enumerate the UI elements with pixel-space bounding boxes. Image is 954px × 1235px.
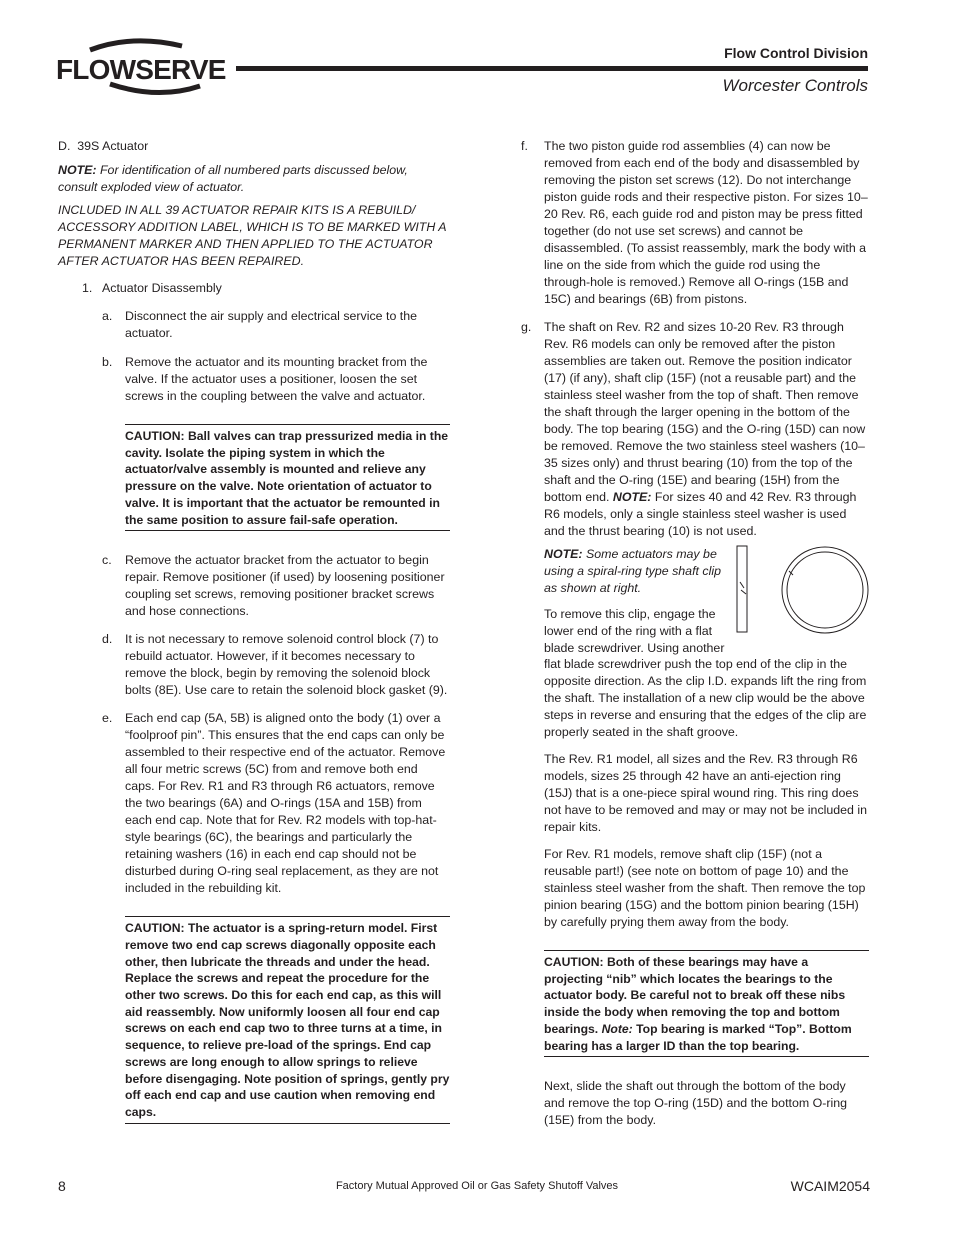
subsection-number: 1. bbox=[82, 281, 93, 295]
subdivision-title: Worcester Controls bbox=[722, 76, 868, 95]
kit-label-paragraph: INCLUDED IN ALL 39 ACTUATOR REPAIR KITS IS A REBUILD/ ACCESSORY ADDITION LABEL, WHICH IS TO BE MARKED WITH A PERMANENT MARKER AND THEN APPLIED TO THE ACTUATOR AFTER ACTUATOR HAS BEEN REPAIRED. bbox=[58, 203, 447, 268]
step-b bbox=[58, 354, 450, 405]
page-number: 8 bbox=[58, 1178, 66, 1194]
caution-3-note: Note: bbox=[601, 1021, 633, 1036]
spiral-ring-clip-icon bbox=[734, 544, 874, 636]
step-e bbox=[58, 710, 450, 897]
caution-3-part1: CAUTION: Both of these bearings may have a projecting “nib” which locates the bearings to the actuator body. Be careful not to break off these nibs inside the body when removing the top and bottom bearings. bbox=[544, 955, 846, 1036]
step-g-note-label: NOTE: bbox=[612, 490, 652, 504]
footer-title: Factory Mutual Approved Oil or Gas Safety Shutoff Valves bbox=[335, 1180, 619, 1192]
step-g-label: g. bbox=[521, 320, 532, 334]
note-text: For identification of all numbered parts discussed below, consult exploded view of actuator. bbox=[58, 163, 408, 194]
step-d bbox=[58, 631, 450, 699]
division-title: Flow Control Division bbox=[724, 45, 868, 61]
step-b-text: Remove the actuator and its mounting bracket from the valve. If the actuator uses a positioner, loosen the set screws in the coupling between the valve and actuator. bbox=[125, 355, 428, 403]
step-b-label: b. bbox=[102, 355, 113, 369]
step-f bbox=[521, 138, 869, 308]
note-label: NOTE: bbox=[58, 163, 97, 177]
step-c-label: c. bbox=[102, 553, 112, 568]
step-g bbox=[521, 319, 869, 1129]
caution-3-part2: Top bearing is marked “Top”. Bottom bearing has a larger ID than the top bearing. bbox=[544, 1021, 852, 1053]
note-paragraph bbox=[58, 162, 450, 196]
clip-note-text: Some actuators may be using a spiral-ring type shaft clip as shown at right. bbox=[544, 547, 721, 595]
paragraph-next-slide-shaft: Next, slide the shaft out through the bottom of the body and remove the top O-ring (15D) and the bottom O-ring (15E) from the body. bbox=[544, 1079, 848, 1128]
header-rule bbox=[236, 66, 868, 71]
logo-text: FLOWSERVE bbox=[56, 54, 226, 85]
step-c-text: Remove the actuator bracket from the actuator to begin repair. Remove positioner (if used) by loosening positioner coupling set screws, removing positioner bracket screws and hose connections. bbox=[125, 553, 445, 619]
spiral-clip-block bbox=[544, 546, 869, 658]
caution-box-1: CAUTION: Ball valves can trap pressurized media in the cavity. Isolate the piping system in which the actuator/valve assembly is mounted and relieve any pressure on the valve. Note orientation of actuator to valve. It is important that the actuator be remounted in the same position to assure fail-safe operation. bbox=[125, 424, 450, 531]
step-g-text bbox=[544, 319, 869, 540]
paragraph-rev-r1-models: For Rev. R1 models, remove shaft clip (15F) (not a reusable part!) (see note on bottom of page 10) and the stainless steel washer from the shaft. Then remove the top pinion bearing (15G) and the bottom pinion bearing (15H) by carefully prying them away from the body. bbox=[544, 847, 866, 929]
clip-note bbox=[544, 546, 726, 597]
clip-para-line-3: blade screwdriver. Using another bbox=[544, 641, 725, 655]
caution-box-2: CAUTION: The actuator is a spring-return model. First remove two end cap screws diagonally opposite each other, then lubricate the threads and under the head. Replace the screws and repeat the procedure for the other two screws. Do this for each end cap, as this will aid reassembly. Now uniformly loosen all four end cap screws on each end cap two to three turns at a time, in sequence, to relieve pre-load of the springs. End cap screws are long enough to allow springs to relieve before disengaging. Note position of springs, gently pry off each end cap and use caution when removing end caps. bbox=[125, 916, 450, 1123]
clip-note-label: NOTE: bbox=[544, 547, 583, 561]
step-g-part2: For sizes 40 and 42 Rev. R3 through R6 models, only a single stainless steel washer is used and the thrust bearing (10) is not used. bbox=[544, 490, 857, 538]
clip-para-line-2: lower end of the ring with a flat bbox=[544, 624, 713, 638]
step-e-label: e. bbox=[102, 711, 113, 726]
clip-para-line-1: To remove this clip, engage the bbox=[544, 607, 716, 621]
subsection-title: Actuator Disassembly bbox=[102, 281, 222, 295]
paragraph-anti-ejection-ring: The Rev. R1 model, all sizes and the Rev. R3 through R6 models, sizes 25 through 42 have an anti-ejection ring (15J) that is a one-piece spiral wound ring. This ring does not have to be removed and may or may not be included in repair kits. bbox=[544, 752, 868, 834]
step-g-part1: The shaft on Rev. R2 and sizes 10-20 Rev. R3 through Rev. R6 models can only be removed after the piston assemblies are taken out. Remove the position indicator (17) (if any), shaft clip (15F) (not a reusable part) and the stainless steel washer from the top of shaft. Then remove the shaft through the larger opening in the bottom of the body. The top bearing (15G) and the O-ring (15D) can now be removed. Remove the two stainless steel washers (10–35 sizes only) and thrust bearing (10) from the top of the shaft and the O-ring (15E) and bearing (15H) from the bottom end. bbox=[544, 320, 866, 504]
step-d-text: It is not necessary to remove solenoid control block (7) to rebuild actuator. However, if it becomes necessary to remove the block, begin by removing the solenoid block bolts (8E). Use care to retain the solenoid block gasket (9). bbox=[125, 632, 448, 698]
step-f-label: f. bbox=[521, 139, 528, 153]
subsection-heading bbox=[58, 280, 450, 297]
step-e-text: Each end cap (5A, 5B) is aligned onto the body (1) over a “foolproof pin”. This ensures that the end caps can only be assembled to their respective end of the actuator. Remove all four metric screws (5C) from and remove both end caps. For Rev. R1 and R3 through R6 actuators, remove the two bearings (6A) and O-rings (15A and 15B) from each end cap. Note that for Rev. R2 models with top-hat-style bearings (6C), the bearings and particularly the retaining washers (16) in each end cap should not be disturbed during O-ring seal replacement, as they are not included in the rebuilding kit. bbox=[125, 711, 446, 896]
flowserve-logo bbox=[50, 36, 226, 100]
step-c bbox=[58, 552, 450, 620]
left-column bbox=[58, 138, 450, 1124]
step-f-text: The two piston guide rod assemblies (4) can now be removed from each end of the body and disassembled by removing the piston set screws (12). Do not interchange piston guide rods and their respective piston. For sizes 10–20 Rev. R6, each guide rod and piston may be press fitted together (do not use set screws) and cannot be disassembled. (To assist reassembly, mark the body with a line on the side from which the guide rod using the through-hole is removed.) Remove all O-rings (15B and 15C) and bearings (6B) from pistons. bbox=[544, 139, 868, 306]
right-column bbox=[521, 138, 869, 1129]
doc-code: WCAIM2054 bbox=[790, 1178, 870, 1194]
step-d-label: d. bbox=[102, 632, 113, 647]
step-a-label: a. bbox=[102, 309, 113, 323]
step-a bbox=[58, 308, 450, 342]
clip-para-rest: flat blade screwdriver push the top end of the clip in the opposite direction. As the clip I.D. expands lift the ring from the shaft. The installation of a new clip would be the above steps in reverse and ensuring that the edges of the clip are properly seated in the shaft groove. bbox=[544, 657, 867, 739]
caution-box-3 bbox=[544, 950, 869, 1057]
step-a-text: Disconnect the air supply and electrical service to the actuator. bbox=[125, 309, 418, 340]
section-heading: D. 39S Actuator bbox=[58, 139, 149, 153]
